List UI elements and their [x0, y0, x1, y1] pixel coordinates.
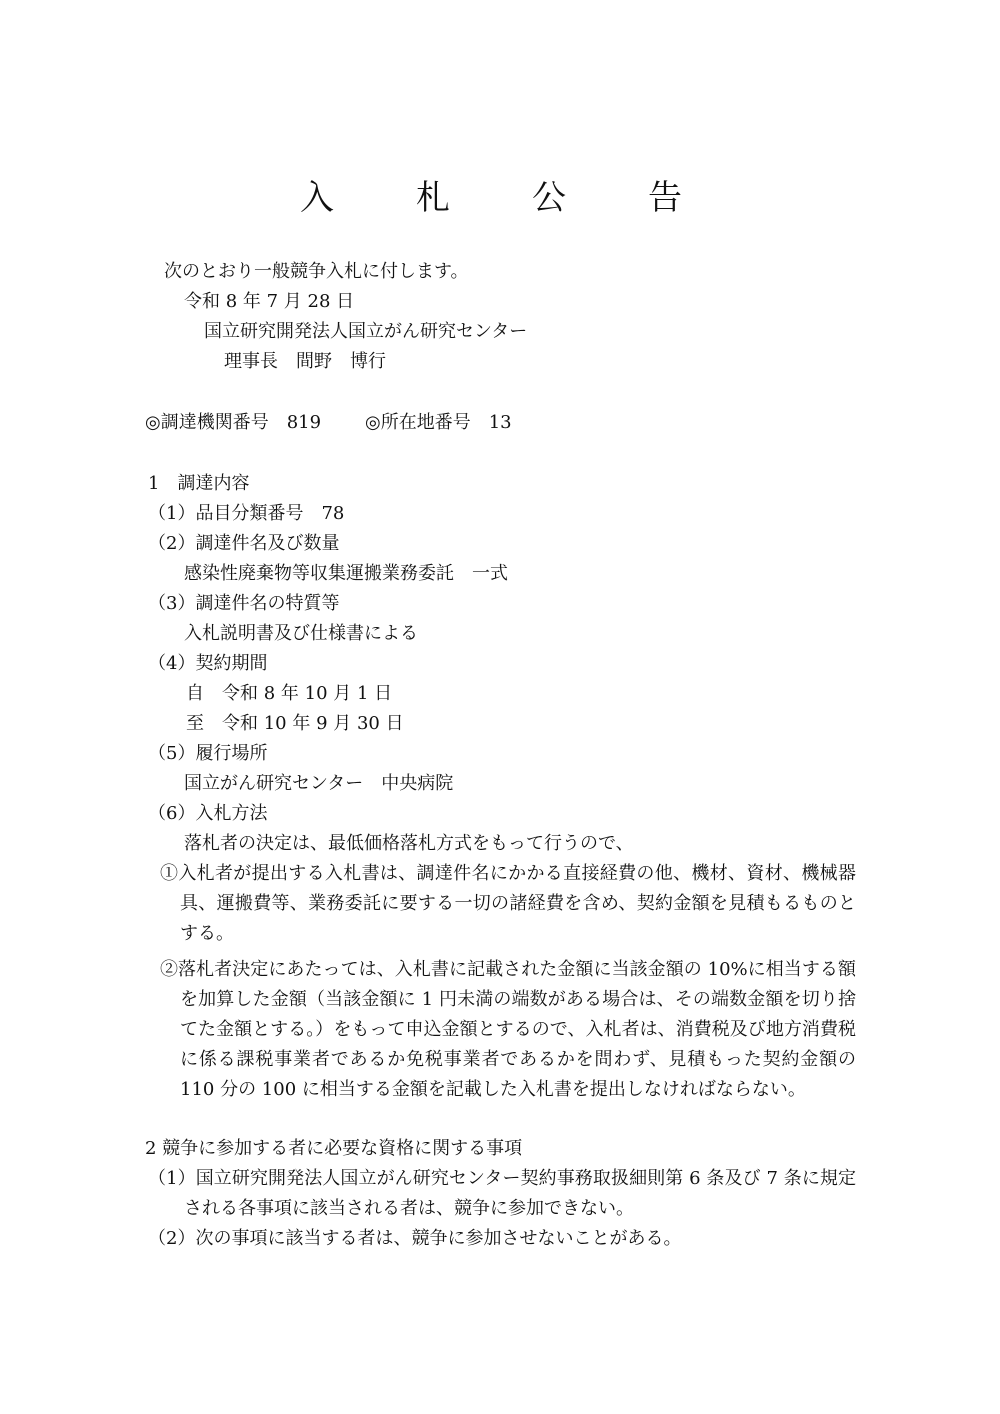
contract-period-to: 至 令和 10 年 9 月 30 日 [186, 713, 404, 734]
item-characteristics-body: 入札説明書及び仕様書による [184, 623, 418, 644]
location-code: ◎所在地番号 13 [365, 412, 512, 433]
qualification-item-2: （2）次の事項に該当する者は、競争に参加させないことがある。 [148, 1228, 682, 1249]
organization-name: 国立研究開発法人国立がん研究センター [204, 321, 528, 342]
bidding-method-heading: （6）入札方法 [148, 803, 268, 824]
section-1-heading: 1 調達内容 [148, 473, 250, 494]
item-classification-number: （1）品目分類番号 78 [148, 503, 345, 524]
contract-period-from: 自 令和 8 年 10 月 1 日 [186, 683, 393, 704]
bidding-method-point-1: ①入札者が提出する入札書は、調達件名にかかる直接経費の他、機材、資材、機械器具、運搬費等、業務委託に要する一切の諸経費を含め、契約金額を見積もるものとする。 [160, 863, 856, 944]
title-char: 告 [648, 178, 682, 218]
bidding-method-point-2: ②落札者決定にあたっては、入札書に記載された金額に当該金額の 10%に相当する額を加算した金額（当該金額に 1 円未満の端数がある場合は、その端数金額を切り捨てた金額とする。）をもって申込金額とするので、入札者は、消費税及び地方消費税に係る課税事業者であるか免税事業者であるかを問わず、見積もった契約金額の 110 分の 100 に相当する金額を記載した入札書を提出しなければならない。 [160, 959, 856, 1100]
title-char: 入 [300, 178, 334, 218]
document-title [300, 176, 700, 220]
bidding-method-intro: 落札者の決定は、最低価格落札方式をもって行うので、 [184, 833, 634, 854]
notice-date: 令和 8 年 7 月 28 日 [184, 291, 355, 312]
item-name-heading: （2）調達件名及び数量 [148, 533, 340, 554]
title-char: 札 [416, 178, 450, 218]
item-characteristics-heading: （3）調達件名の特質等 [148, 593, 340, 614]
title-char: 公 [532, 178, 566, 218]
contract-period-heading: （4）契約期間 [148, 653, 268, 674]
performance-location-heading: （5）履行場所 [148, 743, 268, 764]
agency-code: ◎調達機関番号 819 [145, 412, 322, 433]
item-name-body: 感染性廃棄物等収集運搬業務委託 一式 [184, 563, 508, 584]
qualification-item-1: （1）国立研究開発法人国立がん研究センター契約事務取扱細則第 6 条及び 7 条に規定される各事項に該当される者は、競争に参加できない。 [148, 1168, 856, 1219]
representative-name: 理事長 間野 博行 [224, 351, 386, 372]
section-2-heading: 2 競争に参加する者に必要な資格に関する事項 [145, 1138, 523, 1159]
performance-location-body: 国立がん研究センター 中央病院 [184, 773, 454, 794]
intro-statement: 次のとおり一般競争入札に付します。 [164, 261, 469, 282]
